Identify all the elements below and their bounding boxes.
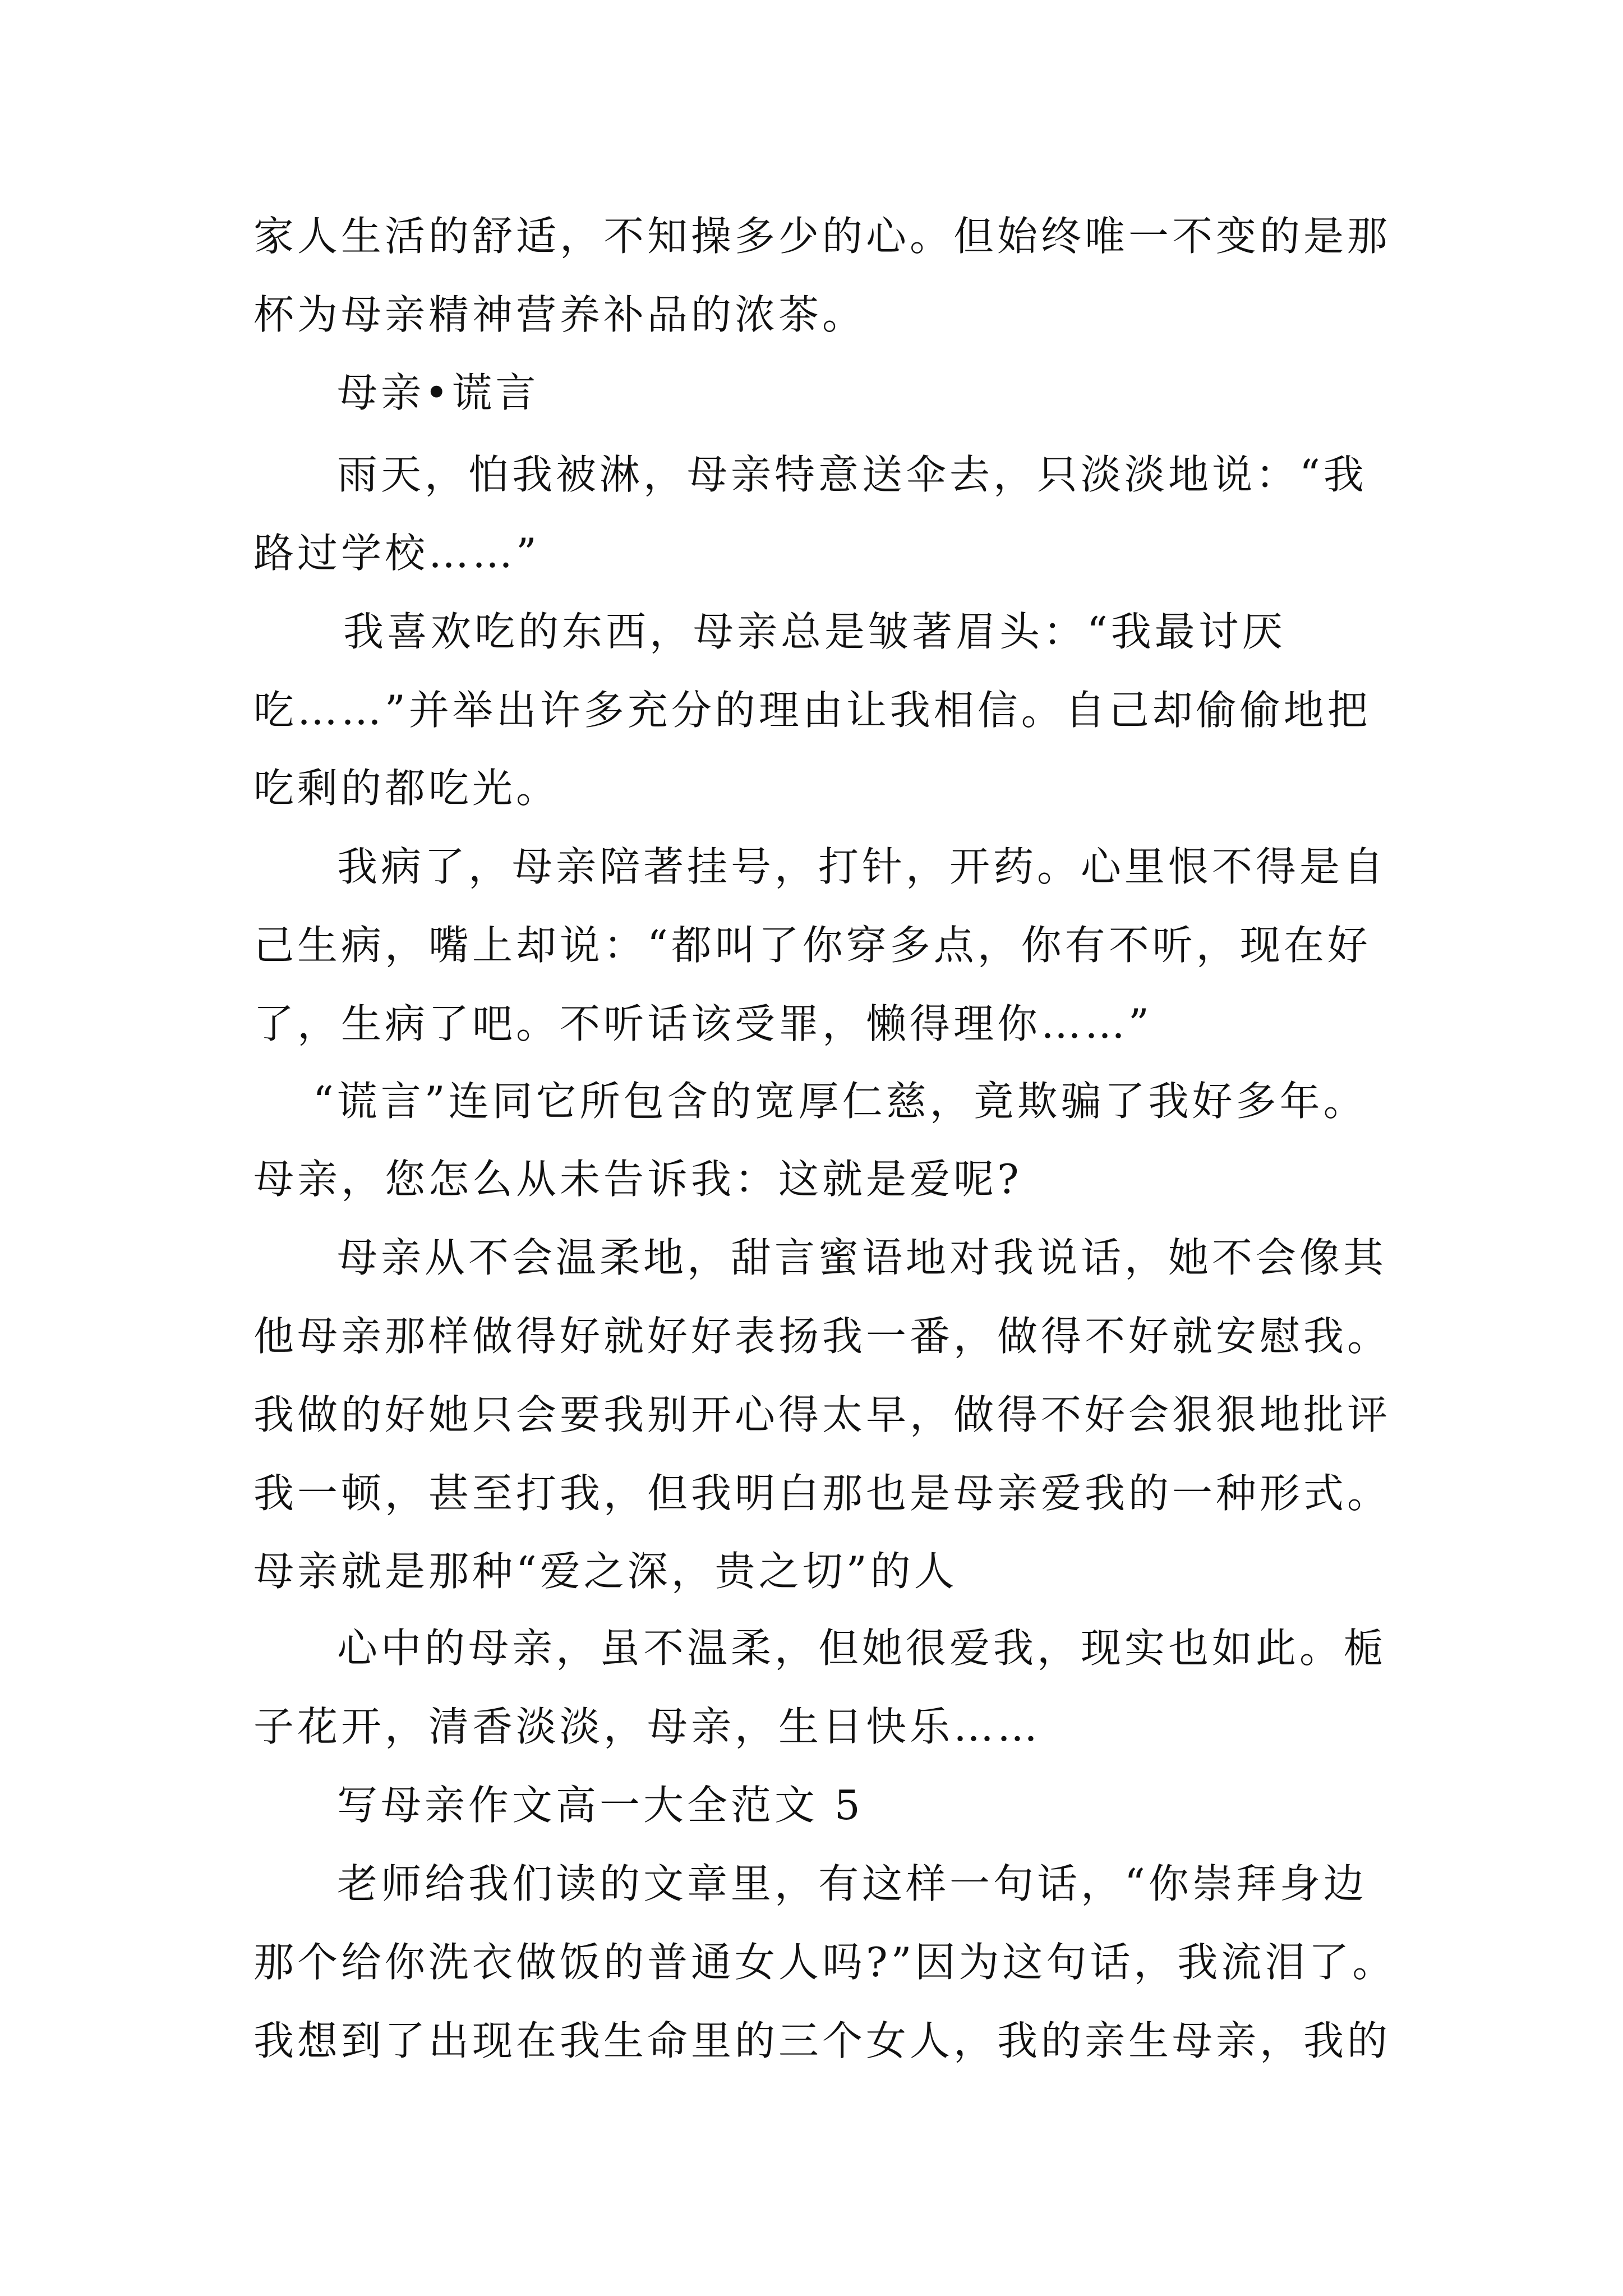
text-line: 己生病，嘴上却说：“都叫了你穿多点，你有不听，现在好: [253, 922, 1371, 969]
text-line: 我想到了出现在我生命里的三个女人，我的亲生母亲，我的: [253, 2017, 1391, 2064]
text-line: 杯为母亲精神营养补品的浓茶。: [253, 291, 866, 338]
text-line: 那个给你洗衣做饭的普通女人吗?”因为这句话，我流泪了。: [253, 1939, 1396, 1986]
text-line: 他母亲那样做得好就好好表扬我一番，做得不好就安慰我。: [253, 1313, 1391, 1360]
section-heading: 母亲•谎言: [337, 369, 540, 416]
text-line: 心中的母亲，虽不温柔，但她很爱我，现实也如此。栀: [337, 1625, 1387, 1672]
text-line: 吃剩的都吃光。: [253, 765, 560, 812]
text-line: 路过学校……”: [253, 530, 540, 577]
text-line: 家人生活的舒适，不知操多少的心。但始终唯一不变的是那: [253, 213, 1391, 260]
text-line: “谎言”连同它所包含的宽厚仁慈，竟欺骗了我好多年。: [313, 1078, 1367, 1125]
text-line: 我喜欢吃的东西，母亲总是皱著眉头：“我最讨厌: [343, 608, 1286, 655]
text-line: 我一顿，甚至打我，但我明白那也是母亲爱我的一种形式。: [253, 1470, 1391, 1517]
text-line: 母亲就是那种“爱之深，贵之切”的人: [253, 1548, 958, 1595]
text-line: 雨天，怕我被淋，母亲特意送伞去，只淡淡地说：“我: [337, 451, 1367, 498]
section-heading: 写母亲作文高一大全范文 5: [337, 1782, 864, 1829]
text-line: 了，生病了吧。不听话该受罪，懒得理你……”: [253, 1000, 1152, 1047]
text-line: 母亲，您怎么从未告诉我：这就是爱呢?: [253, 1156, 1022, 1203]
text-line: 子花开，清香淡淡，母亲，生日快乐……: [253, 1703, 1041, 1750]
text-line: 我病了，母亲陪著挂号，打针，开药。心里恨不得是自: [337, 843, 1387, 890]
text-line: 老师给我们读的文章里，有这样一句话，“你崇拜身边: [337, 1860, 1367, 1907]
text-line: 我做的好她只会要我别开心得太早，做得不好会狠狠地批评: [253, 1391, 1391, 1438]
text-line: 母亲从不会温柔地，甜言蜜语地对我说话，她不会像其: [337, 1234, 1387, 1281]
text-line: 吃……”并举出许多充分的理由让我相信。自己却偷偷地把: [253, 687, 1371, 734]
